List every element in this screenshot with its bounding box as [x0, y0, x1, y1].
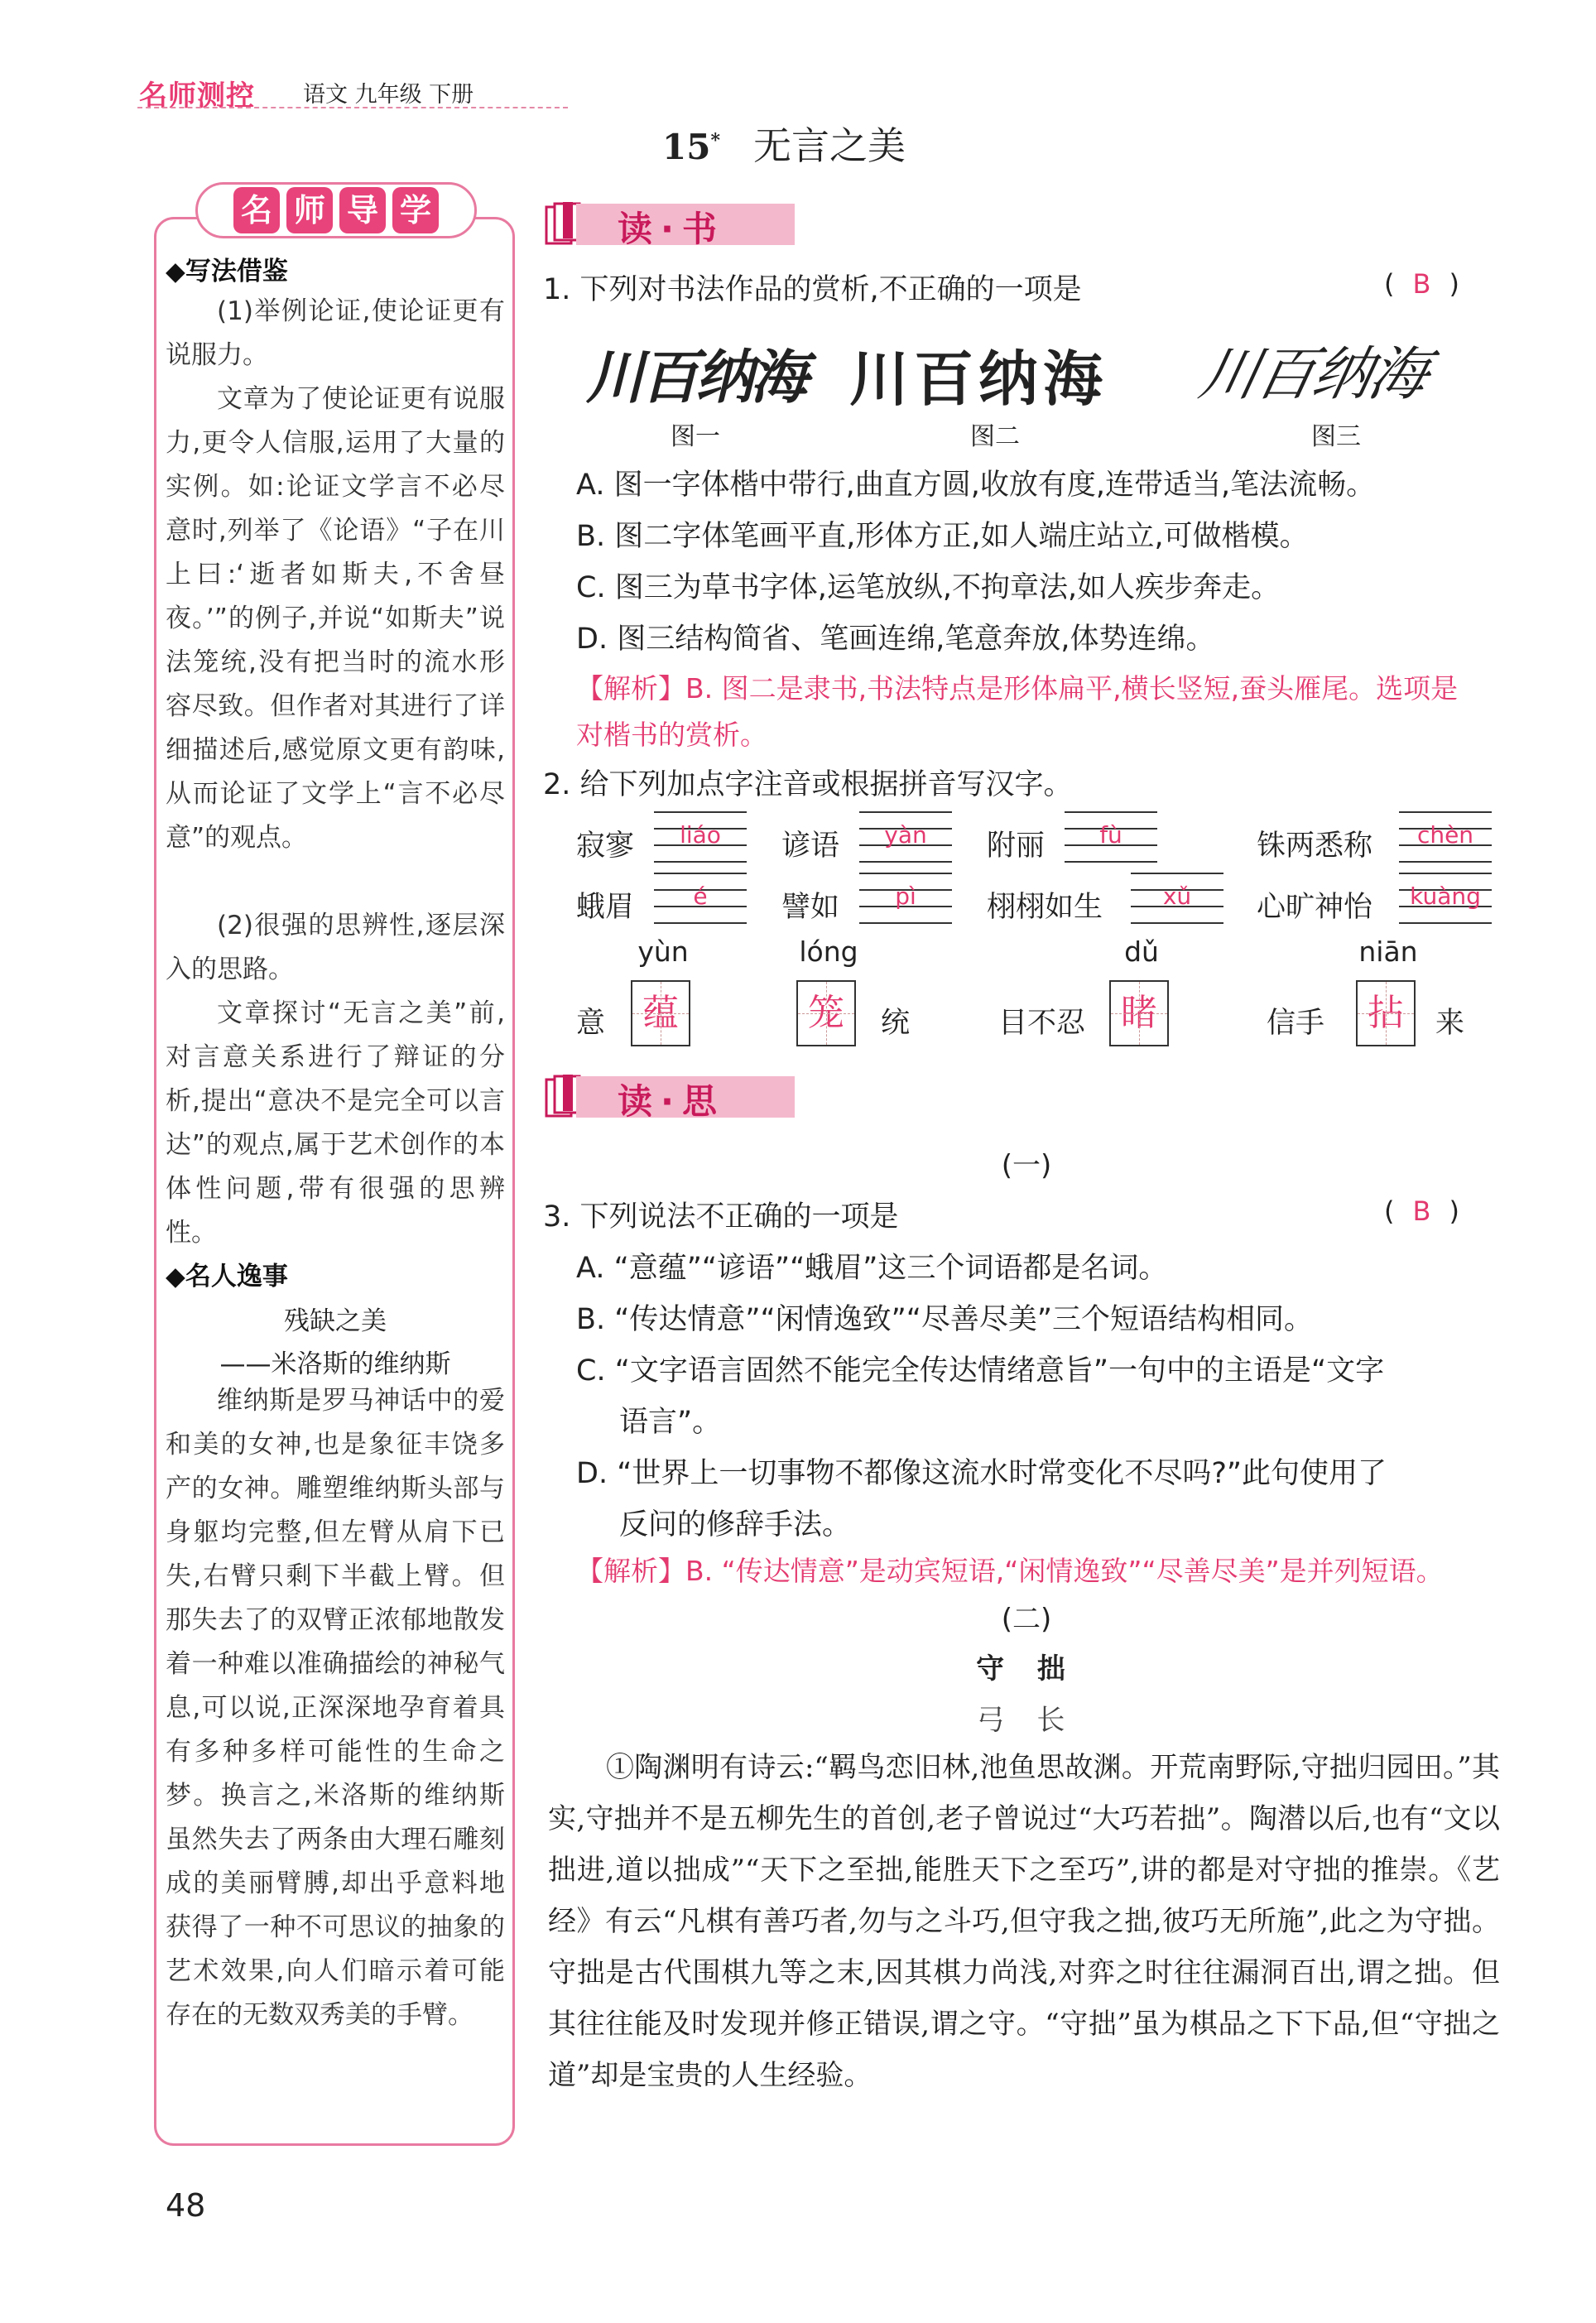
write-prefix: 意 — [576, 1007, 606, 1040]
story-subtitle: ——米洛斯的维纳斯 — [219, 1349, 451, 1379]
pinyin-word: 寂寥 — [576, 830, 635, 863]
question-1-explanation: 【解析】B. 图二是隶书,书法特点是形体扁平,横长竖短,蚕头雁尾。选项是 — [576, 672, 1459, 705]
hanzi-box: 笼 — [796, 980, 856, 1046]
sidebar-paragraph: 文章探讨“无言之美”前,对言意关系进行了辩证的分析,提出“意决不是完全可以言达”的观点,属于艺术创作的本体性问题,带有很强的思辨性。 — [166, 998, 505, 1248]
sidebar-paragraph: (1)举例论证,使论证更有说服力。 — [166, 296, 505, 370]
question-3-option-d: D. “世界上一切事物不都像这流水时常变化不尽吗?”此句使用了 — [576, 1457, 1387, 1490]
sidebar-heading-writing: ◆写法借鉴 — [166, 257, 288, 286]
figure-3-caption: 图三 — [1311, 422, 1361, 451]
banner-text: 读·思 — [618, 1081, 725, 1122]
question-3-option-b: B. “传达情意”“闲情逸致”“尽善尽美”三个短语结构相同。 — [576, 1303, 1314, 1336]
pinyin-word: 蛾眉 — [576, 891, 635, 924]
pinyin-blank: fù — [1065, 810, 1157, 863]
pinyin-word: 譬如 — [781, 891, 840, 924]
question-1-answer: ( B ) — [1384, 268, 1459, 300]
question-3-explanation: 【解析】B. “传达情意”是动宾短语,“闲情逸致”“尽善尽美”是并列短语。 — [576, 1555, 1444, 1587]
pinyin-blank: yàn — [859, 810, 952, 863]
badge-char: 学 — [392, 187, 439, 233]
question-1-stem: 1. 下列对书法作品的赏析,不正确的一项是 — [543, 273, 1082, 306]
section-banner-read-think — [543, 1073, 795, 1121]
article-title: 守 拙 — [976, 1652, 1077, 1686]
question-1-explanation-cont: 对楷书的赏析。 — [576, 719, 767, 751]
lesson-title — [662, 116, 906, 171]
question-2-stem: 2. 给下列加点字注音或根据拼音写汉字。 — [543, 768, 1073, 801]
banner-text: 读·书 — [618, 209, 725, 249]
sidebar-paragraph: (2)很强的思辨性,逐层深入的思路。 — [166, 911, 505, 984]
hanzi-box: 蕴 — [631, 980, 690, 1046]
pinyin-word: 心旷神怡 — [1257, 891, 1373, 924]
badge-char: 师 — [286, 187, 333, 233]
subject-label: 语文 九年级 下册 — [303, 82, 474, 108]
part-1-label: (一) — [1001, 1149, 1052, 1182]
pinyin-prompt: lóng — [799, 935, 858, 968]
part-2-label: (二) — [1001, 1603, 1052, 1636]
badge-char: 名 — [233, 187, 280, 233]
question-3-option-c-cont: 语言”。 — [619, 1406, 722, 1439]
question-3-option-d-cont: 反问的修辞手法。 — [619, 1508, 852, 1541]
figure-2-caption: 图二 — [970, 422, 1020, 451]
pinyin-blank: chèn — [1399, 810, 1492, 863]
sidebar-heading-anecdote: ◆名人逸事 — [166, 1262, 288, 1291]
pinyin-word: 谚语 — [781, 830, 840, 863]
lesson-name: 无言之美 — [752, 123, 906, 168]
calligraphy-figure-3: 川百纳海 — [1194, 340, 1434, 408]
question-1-option-c: C. 图三为草书字体,运笔放纵,不拘章法,如人疾步奔走。 — [576, 571, 1281, 604]
pinyin-blank: pì — [859, 871, 952, 924]
question-3-option-a: A. “意蕴”“谚语”“蛾眉”这三个词语都是名词。 — [576, 1252, 1168, 1285]
pinyin-prompt: yùn — [637, 935, 689, 968]
section-banner-read-book — [543, 200, 795, 248]
write-prefix: 信手 — [1267, 1007, 1325, 1040]
sidebar-paragraph: 维纳斯是罗马神话中的爱和美的女神,也是象征丰饶多产的女神。雕塑维纳斯头部与身躯均完整,但左臂从肩下已失,右臂只剩下半截上臂。但那失去了的双臂正浓郁地散发着一种难以准确描绘的神秘气息,可以说,正深深地孕育着具有多种多样可能性的生命之梦。换言之,米洛斯的维纳斯虽然失去了两条由大理石雕刻成的美丽臂膊,却出乎意料地获得了一种不可思议的抽象的艺术效果,向人们暗示着可能存在的无数双秀美的手臂。 — [166, 1386, 505, 2030]
sidebar-paragraph: 文章为了使论证更有说服力,更令人信服,运用了大量的实例。如:论证文学言不必尽意时,列举了《论语》“子在川上曰:‘逝者如斯夫,不舍昼夜。’”的例子,并说“如斯夫”说法笼统,没有把当时的流水形容尽致。但作者对其进行了详细描述后,感觉原文更有韵味,从而论证了文学上“言不必尽意”的观点。 — [166, 384, 505, 853]
pinyin-blank: kuàng — [1399, 871, 1492, 924]
write-prefix: 目不忍 — [998, 1007, 1086, 1040]
question-1-option-b: B. 图二字体笔画平直,形体方正,如人端庄站立,可做楷模。 — [576, 520, 1309, 553]
hanzi-box: 睹 — [1109, 980, 1169, 1046]
hanzi-box: 拈 — [1356, 980, 1416, 1046]
brand-logo: 名师测控 — [139, 79, 255, 113]
question-1-option-a: A. 图一字体楷中带行,曲直方圆,收放有度,连带适当,笔法流畅。 — [576, 469, 1376, 502]
sidebar-badge-text — [195, 182, 477, 238]
calligraphy-figure-2: 川百纳海 — [849, 344, 1108, 414]
article-paragraph-1: ①陶渊明有诗云:“羁鸟恋旧林,池鱼思故渊。开荒南野际,守拙归园田。”其实,守拙并不是五柳先生的首创,老子曾说过“大巧若拙”。陶潜以后,也有“文以拙进,道以拙成”“天下之至拙,能胜天下之至巧”,讲的都是对守拙的推崇。《艺经》有云“凡棋有善巧者,勿与之斗巧,但守我之拙,彼巧无所施”,此之为守拙。守拙是古代围棋九等之末,因其棋力尚浅,对弈之时往往漏洞百出,谓之拙。但其往往能及时发现并修正错误,谓之守。“守拙”虽为棋品之下下品,但“守拙之道”却是宝贵的人生经验。 — [548, 1751, 1500, 2092]
lesson-number: 15* — [662, 127, 720, 167]
pinyin-prompt: dǔ — [1124, 935, 1159, 968]
pinyin-prompt: niān — [1358, 935, 1418, 968]
pinyin-word: 附丽 — [987, 830, 1046, 863]
pinyin-blank: xǔ — [1131, 871, 1223, 924]
pinyin-blank: é — [654, 871, 747, 924]
article-author: 弓 长 — [976, 1704, 1077, 1737]
pinyin-word: 铢两悉称 — [1257, 830, 1373, 863]
question-3-option-c: C. “文字语言固然不能完全传达情绪意旨”一句中的主语是“文字 — [576, 1354, 1385, 1388]
page-number: 48 — [166, 2187, 206, 2224]
question-1-option-d: D. 图三结构简省、笔画连绵,笔意奔放,体势连绵。 — [576, 623, 1215, 656]
badge-char: 导 — [339, 187, 386, 233]
pinyin-word: 栩栩如生 — [987, 891, 1103, 924]
write-suffix: 统 — [881, 1007, 911, 1040]
header-divider — [137, 107, 568, 108]
write-suffix: 来 — [1435, 1007, 1465, 1040]
calligraphy-figure-1: 川百纳海 — [586, 343, 805, 411]
question-3-answer: ( B ) — [1384, 1195, 1459, 1227]
pinyin-blank: liáo — [654, 810, 747, 863]
figure-1-caption: 图一 — [671, 422, 720, 451]
question-3-stem: 3. 下列说法不正确的一项是 — [543, 1200, 899, 1234]
story-title: 残缺之美 — [284, 1306, 387, 1336]
